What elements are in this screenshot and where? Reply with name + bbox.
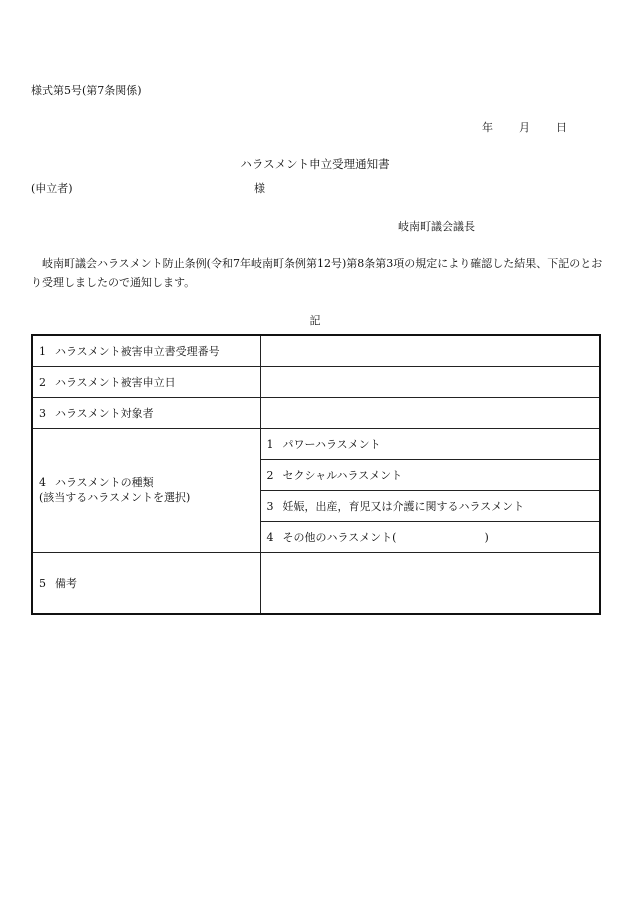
receipt-number-field[interactable] [260, 335, 600, 366]
ki-heading: 記 [309, 314, 321, 327]
date-month: 月 [519, 121, 530, 134]
date-day: 日 [556, 121, 567, 134]
row-label: 4 ハラスメントの種類 (該当するハラスメントを選択) [32, 428, 260, 552]
table-row [32, 366, 600, 397]
date-year: 年 [482, 121, 493, 134]
row-label: 2 ハラスメント被害申立日 [32, 366, 260, 397]
document-title: ハラスメント申立受理通知書 [240, 157, 390, 171]
table-row [32, 335, 600, 366]
body-text: 岐南町議会ハラスメント防止条例(令和7年岐南町条例第12号)第8条第3項の規定により確認した結果、下記のとおり受理しましたので通知します。 [31, 257, 603, 289]
row-label: 3 ハラスメント対象者 [32, 397, 260, 428]
row-label: 5 備考 [32, 552, 260, 614]
harassment-option[interactable]: 2 セクシャルハラスメント [260, 459, 600, 490]
row-label: 1 ハラスメント被害申立書受理番号 [32, 335, 260, 366]
applicant-label: (申立者) [31, 182, 73, 195]
target-person-field[interactable] [260, 397, 600, 428]
table-row [32, 428, 600, 459]
form-number: 様式第5号(第7条関係) [31, 84, 142, 97]
issuer-name: 岐南町議会議長 [398, 220, 475, 233]
harassment-option[interactable]: 1 パワーハラスメント [260, 428, 600, 459]
table-row [32, 552, 600, 614]
harassment-option[interactable]: 3 妊娠，出産，育児又は介護に関するハラスメント [260, 490, 600, 521]
application-date-field[interactable] [260, 366, 600, 397]
remarks-field[interactable] [260, 552, 600, 614]
harassment-option[interactable]: 4 その他のハラスメント( ) [260, 521, 600, 552]
table-row [32, 397, 600, 428]
date-line [482, 119, 567, 135]
notification-table [31, 334, 601, 615]
honorific: 様 [254, 182, 265, 195]
